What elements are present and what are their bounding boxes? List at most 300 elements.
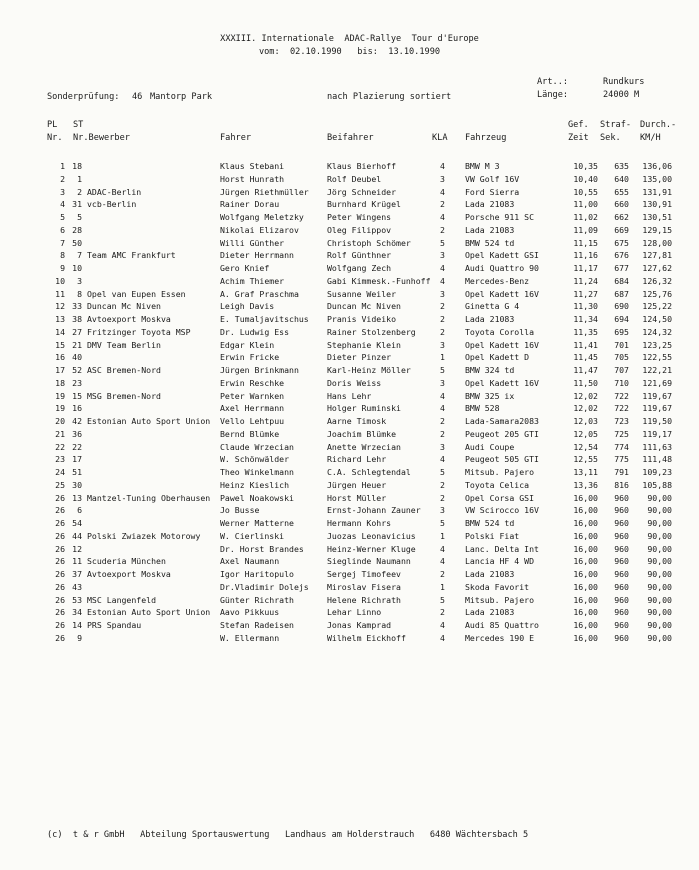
cell-sek: 707 [614,365,629,375]
cell-fahrzeug: BMW M 3 [465,161,500,171]
table-row [0,275,699,287]
laenge-label: Länge: [537,90,569,100]
cell-fahrer: Edgar Klein [220,339,275,350]
cell-fahrer: Jürgen Brinkmann [220,365,299,375]
cell-st: 52 [72,365,82,375]
cell-pl: 26 [55,569,65,579]
cell-kla: 2 [440,492,445,503]
col-pl: PL [47,120,58,130]
cell-beifahrer: Horst Müller [327,492,387,503]
cell-fahrzeug: Toyota Corolla [465,326,535,337]
cell-sek: 669 [614,224,629,235]
cell-pl: 26 [55,607,65,618]
cell-zeit: 16,00 [573,543,598,554]
cell-pl: 1 [60,161,65,171]
cell-kmh: 90,00 [647,518,672,528]
cell-zeit: 16,00 [573,620,598,630]
cell-st: 15 [72,390,82,401]
cell-zeit: 11,09 [573,224,598,235]
cell-sek: 816 [614,479,629,490]
cell-zeit: 16,00 [573,530,598,541]
sort-note: nach Plazierung sortiert [327,92,452,102]
cell-zeit: 11,00 [573,199,598,210]
cell-sek: 694 [614,314,629,324]
cell-st: 36 [72,428,82,439]
cell-pl: 16 [55,352,65,363]
cell-fahrer: Vello Lehtpuu [220,416,285,426]
cell-fahrer: Stefan Radeisen [220,620,294,630]
cell-fahrzeug: Opel Kadett D [465,352,530,363]
table-row [0,479,699,491]
table-row [0,224,699,236]
cell-kmh: 128,00 [642,237,672,248]
cell-kmh: 123,25 [642,339,672,350]
table-row [0,517,699,529]
cell-sek: 710 [614,377,629,388]
cell-fahrzeug: Peugeot 505 GTI [465,454,539,465]
cell-bewerber: Scuderia München [87,556,166,567]
cell-pl: 26 [55,505,65,516]
cell-fahrzeug: Audi Coupe [465,441,515,452]
table-row [0,530,699,542]
table-row [0,300,699,312]
cell-sek: 675 [614,237,629,248]
cell-kmh: 127,81 [642,250,672,261]
cell-st: 7 [77,250,82,261]
cell-kla: 4 [440,212,445,222]
cell-fahrzeug: Opel Corsa GSI [465,492,535,503]
cell-zeit: 12,02 [573,390,598,401]
cell-zeit: 11,50 [573,377,598,388]
cell-kla: 2 [440,326,445,337]
cell-fahrer: Dr. Ludwig Ess [220,326,290,337]
col-fahrer: Fahrer [220,133,252,143]
cell-sek: 723 [614,416,629,426]
cell-sek: 662 [614,212,629,222]
cell-st: 38 [72,314,82,324]
cell-kla: 3 [440,173,445,184]
cell-beifahrer: Joachim Blümke [327,428,397,439]
cell-zeit: 13,36 [573,479,598,490]
cell-fahrer: E. Tumaljavitschus [220,314,309,324]
cell-kla: 1 [440,352,445,363]
cell-sek: 960 [614,543,629,554]
cell-kla: 5 [440,365,445,375]
cell-st: 3 [77,275,82,286]
cell-sek: 960 [614,607,629,618]
cell-sek: 960 [614,581,629,592]
col-pl-nr: Nr. [47,133,63,143]
cell-kla: 3 [440,441,445,452]
table-row [0,249,699,261]
cell-fahrer: Theo Winkelmann [220,467,294,477]
table-row [0,262,699,274]
cell-kmh: 130,91 [642,199,672,210]
cell-fahrer: Erwin Reschke [220,377,285,388]
cell-fahrzeug: VW Scirocco 16V [465,505,539,516]
laenge-value: 24000 M [603,90,640,100]
col-st-bewerber: Nr.Bewerber [73,133,130,143]
cell-beifahrer: Rolf Günthner [327,250,392,261]
cell-beifahrer: Doris Weiss [327,377,382,388]
table-row [0,466,699,478]
cell-kla: 4 [440,632,445,643]
cell-kmh: 90,00 [647,492,672,503]
cell-beifahrer: Sieglinde Naumann [327,556,411,567]
cell-kmh: 119,67 [642,390,672,401]
cell-fahrzeug: Mitsub. Pajero [465,594,535,605]
col-kla: KLA [432,133,448,143]
cell-pl: 26 [55,530,65,541]
cell-kmh: 121,69 [642,377,672,388]
event-title: XXXIII. Internationale ADAC-Rallye Tour d'Europe [220,34,479,44]
cell-kmh: 124,32 [642,326,672,337]
cell-pl: 2 [60,173,65,184]
cell-beifahrer: Holger Ruminski [327,403,401,414]
cell-sek: 960 [614,620,629,630]
cell-beifahrer: Pranis Videiko [327,314,397,324]
cell-beifahrer: Karl-Heinz Möller [327,365,411,375]
cell-bewerber: ASC Bremen-Nord [87,365,161,375]
cell-beifahrer: Burnhard Krügel [327,199,401,210]
cell-pl: 7 [60,237,65,248]
cell-fahrzeug: Opel Kadett GSI [465,250,539,261]
cell-pl: 3 [60,186,65,197]
cell-kla: 4 [440,186,445,197]
cell-kmh: 90,00 [647,632,672,643]
cell-zeit: 16,00 [573,492,598,503]
cell-zeit: 16,00 [573,581,598,592]
art-value: Rundkurs [603,77,645,87]
cell-kla: 2 [440,199,445,210]
cell-fahrzeug: BMW 528 [465,403,500,414]
cell-st: 30 [72,479,82,490]
cell-beifahrer: Klaus Bierhoff [327,161,397,171]
cell-kla: 4 [440,403,445,414]
cell-kmh: 125,76 [642,288,672,299]
cell-fahrzeug: Lada 21083 [465,607,515,618]
cell-beifahrer: Hans Lehr [327,390,372,401]
cell-fahrzeug: Lada 21083 [465,224,515,235]
cell-kmh: 90,00 [647,607,672,618]
cell-st: 14 [72,620,82,630]
cell-fahrer: Jürgen Riethmüller [220,186,309,197]
cell-bewerber: Polski Zwiazek Motorowy [87,530,201,541]
cell-kmh: 131,91 [642,186,672,197]
cell-beifahrer: Sergej Timofeev [327,569,401,579]
cell-fahrer: Heinz Kieslich [220,479,290,490]
cell-kla: 3 [440,377,445,388]
cell-pl: 15 [55,339,65,350]
footer-imprint: (c) t & r GmbH Abteilung Sportauswertung Landhaus am Holderstrauch 6480 Wächtersbach 5 [47,830,529,840]
cell-zeit: 12,55 [573,454,598,465]
cell-fahrzeug: Audi Quattro 90 [465,263,539,273]
cell-st: 13 [72,492,82,503]
cell-sek: 705 [614,352,629,363]
table-row [0,581,699,593]
cell-fahrer: Willi Günther [220,237,285,248]
cell-fahrzeug: Lanc. Delta Int [465,543,539,554]
cell-zeit: 11,47 [573,365,598,375]
cell-kla: 4 [440,454,445,465]
cell-sek: 774 [614,441,629,452]
cell-pl: 8 [60,250,65,261]
cell-pl: 26 [55,556,65,567]
cell-fahrzeug: Opel Kadett 16V [465,288,539,299]
cell-sek: 960 [614,518,629,528]
cell-st: 21 [72,339,82,350]
cell-kla: 3 [440,250,445,261]
cell-pl: 11 [55,288,65,299]
cell-zeit: 11,16 [573,250,598,261]
col-straf: Straf- [600,120,632,130]
table-row [0,339,699,351]
cell-kla: 2 [440,479,445,490]
table-row [0,364,699,376]
col-durch: Durch.- [640,120,677,130]
cell-zeit: 16,00 [573,632,598,643]
cell-st: 33 [72,301,82,312]
table-row [0,186,699,198]
col-fahrzeug: Fahrzeug [465,133,507,143]
cell-beifahrer: Jürgen Heuer [327,479,387,490]
cell-bewerber: Estonian Auto Sport Union [87,416,211,426]
cell-pl: 26 [55,620,65,630]
cell-kmh: 119,67 [642,403,672,414]
cell-bewerber: Duncan Mc Niven [87,301,161,312]
cell-kla: 4 [440,390,445,401]
cell-sek: 960 [614,556,629,567]
cell-zeit: 16,00 [573,518,598,528]
cell-zeit: 16,00 [573,569,598,579]
cell-zeit: 10,55 [573,186,598,197]
cell-beifahrer: Gabi Kimmesk.-Funhoff [327,275,431,286]
cell-st: 50 [72,237,82,248]
cell-pl: 17 [55,365,65,375]
cell-st: 12 [72,543,82,554]
table-row [0,543,699,555]
cell-st: 34 [72,607,82,618]
cell-beifahrer: Wolfgang Zech [327,263,392,273]
cell-pl: 21 [55,428,65,439]
cell-zeit: 11,02 [573,212,598,222]
cell-zeit: 12,05 [573,428,598,439]
cell-beifahrer: Christoph Schömer [327,237,411,248]
cell-kla: 5 [440,594,445,605]
cell-fahrzeug: Peugeot 205 GTI [465,428,539,439]
cell-fahrzeug: Lancia HF 4 WD [465,556,535,567]
cell-kla: 1 [440,581,445,592]
cell-fahrer: Dr.Vladimir Dolejs [220,581,309,592]
cell-fahrer: W. Schönwälder [220,454,290,465]
cell-beifahrer: Ernst-Johann Zauner [327,505,421,516]
cell-st: 27 [72,326,82,337]
cell-zeit: 11,45 [573,352,598,363]
cell-fahrer: W. Ellermann [220,632,280,643]
cell-pl: 25 [55,479,65,490]
cell-fahrer: Wolfgang Meletzky [220,212,304,222]
cell-sek: 701 [614,339,629,350]
table-row [0,504,699,516]
cell-pl: 26 [55,492,65,503]
col-zeit: Zeit [568,133,589,143]
cell-sek: 640 [614,173,629,184]
cell-kmh: 90,00 [647,569,672,579]
cell-fahrer: Dr. Horst Brandes [220,543,304,554]
cell-sek: 775 [614,454,629,465]
cell-beifahrer: C.A. Schlegtendal [327,467,411,477]
cell-sek: 660 [614,199,629,210]
cell-fahrer: Axel Herrmann [220,403,285,414]
cell-fahrzeug: Polski Fiat [465,530,520,541]
cell-fahrer: Werner Matterne [220,518,294,528]
cell-kmh: 111,63 [642,441,672,452]
cell-sek: 960 [614,505,629,516]
cell-sek: 960 [614,594,629,605]
cell-beifahrer: Helene Richrath [327,594,401,605]
cell-beifahrer: Lehar Linno [327,607,382,618]
cell-bewerber: MSG Bremen-Nord [87,390,161,401]
cell-pl: 12 [55,301,65,312]
cell-kla: 2 [440,416,445,426]
cell-kla: 4 [440,543,445,554]
cell-pl: 19 [55,390,65,401]
cell-zeit: 11,34 [573,314,598,324]
cell-beifahrer: Richard Lehr [327,454,387,465]
cell-fahrer: Horst Hunrath [220,173,285,184]
cell-fahrzeug: Porsche 911 SC [465,212,535,222]
cell-fahrzeug: Skoda Favorit [465,581,530,592]
cell-zeit: 10,35 [573,161,598,171]
cell-pl: 26 [55,543,65,554]
table-row [0,555,699,567]
table-row [0,377,699,389]
cell-kla: 3 [440,505,445,516]
cell-st: 9 [77,632,82,643]
cell-kla: 4 [440,556,445,567]
cell-fahrzeug: Mitsub. Pajero [465,467,535,477]
cell-bewerber: Avtoexport Moskva [87,314,171,324]
cell-beifahrer: Rolf Deubel [327,173,382,184]
cell-bewerber: Avtoexport Moskva [87,569,171,579]
cell-sek: 960 [614,569,629,579]
cell-zeit: 10,40 [573,173,598,184]
col-kmh: KM/H [640,133,661,143]
cell-fahrer: Igor Haritopulo [220,569,294,579]
table-row [0,313,699,325]
cell-zeit: 16,00 [573,505,598,516]
cell-sek: 695 [614,326,629,337]
cell-st: 23 [72,377,82,388]
col-beifahrer: Beifahrer [327,133,374,143]
cell-fahrzeug: Mercedes-Benz [465,275,530,286]
cell-st: 10 [72,263,82,273]
cell-bewerber: vcb-Berlin [87,199,137,210]
table-row [0,594,699,606]
cell-beifahrer: Hermann Kohrs [327,518,392,528]
cell-kla: 5 [440,237,445,248]
cell-kla: 3 [440,339,445,350]
cell-sek: 960 [614,530,629,541]
cell-fahrer: Erwin Fricke [220,352,280,363]
cell-zeit: 16,00 [573,607,598,618]
cell-pl: 18 [55,377,65,388]
table-row [0,492,699,504]
cell-sek: 684 [614,275,629,286]
cell-pl: 10 [55,275,65,286]
cell-kmh: 136,06 [642,161,672,171]
cell-fahrzeug: Toyota Celica [465,479,530,490]
cell-zeit: 11,15 [573,237,598,248]
cell-st: 31 [72,199,82,210]
cell-kla: 2 [440,301,445,312]
cell-fahrzeug: Lada 21083 [465,199,515,210]
table-row [0,160,699,172]
cell-fahrzeug: Opel Kadett 16V [465,339,539,350]
cell-beifahrer: Oleg Filippov [327,224,392,235]
cell-fahrer: Gero Knief [220,263,270,273]
cell-fahrer: Achim Thiemer [220,275,285,286]
cell-st: 1 [77,173,82,184]
cell-kmh: 122,55 [642,352,672,363]
cell-sek: 791 [614,467,629,477]
cell-pl: 26 [55,594,65,605]
cell-st: 6 [77,505,82,516]
cell-st: 5 [77,212,82,222]
cell-kmh: 124,50 [642,314,672,324]
cell-pl: 14 [55,326,65,337]
cell-fahrer: Jo Busse [220,505,260,516]
cell-st: 43 [72,581,82,592]
cell-pl: 22 [55,441,65,452]
cell-beifahrer: Susanne Weiler [327,288,397,299]
cell-bewerber: Mantzel-Tuning Oberhausen [87,492,211,503]
cell-bewerber: Fritzinger Toyota MSP [87,326,191,337]
cell-sek: 635 [614,161,629,171]
cell-sek: 725 [614,428,629,439]
cell-kmh: 111,48 [642,454,672,465]
cell-st: 37 [72,569,82,579]
cell-kla: 5 [440,467,445,477]
cell-bewerber: DMV Team Berlin [87,339,161,350]
cell-kmh: 129,15 [642,224,672,235]
cell-kla: 1 [440,530,445,541]
col-st: ST [73,120,84,130]
table-row [0,326,699,338]
cell-st: 51 [72,467,82,477]
cell-sek: 677 [614,263,629,273]
cell-fahrer: Dieter Herrmann [220,250,294,261]
cell-pl: 26 [55,632,65,643]
cell-kmh: 105,88 [642,479,672,490]
cell-kmh: 90,00 [647,594,672,605]
table-row [0,415,699,427]
table-row [0,173,699,185]
cell-fahrer: Axel Naumann [220,556,280,567]
cell-zeit: 16,00 [573,594,598,605]
col-sek: Sek. [600,133,621,143]
cell-zeit: 11,27 [573,288,598,299]
cell-pl: 26 [55,581,65,592]
cell-sek: 722 [614,403,629,414]
cell-fahrzeug: Ford Sierra [465,186,520,197]
cell-fahrzeug: Lada 21083 [465,569,515,579]
cell-st: 53 [72,594,82,605]
cell-fahrzeug: Lada 21083 [465,314,515,324]
cell-st: 8 [77,288,82,299]
cell-st: 22 [72,441,82,452]
event-dates: vom: 02.10.1990 bis: 13.10.1990 [258,47,441,57]
